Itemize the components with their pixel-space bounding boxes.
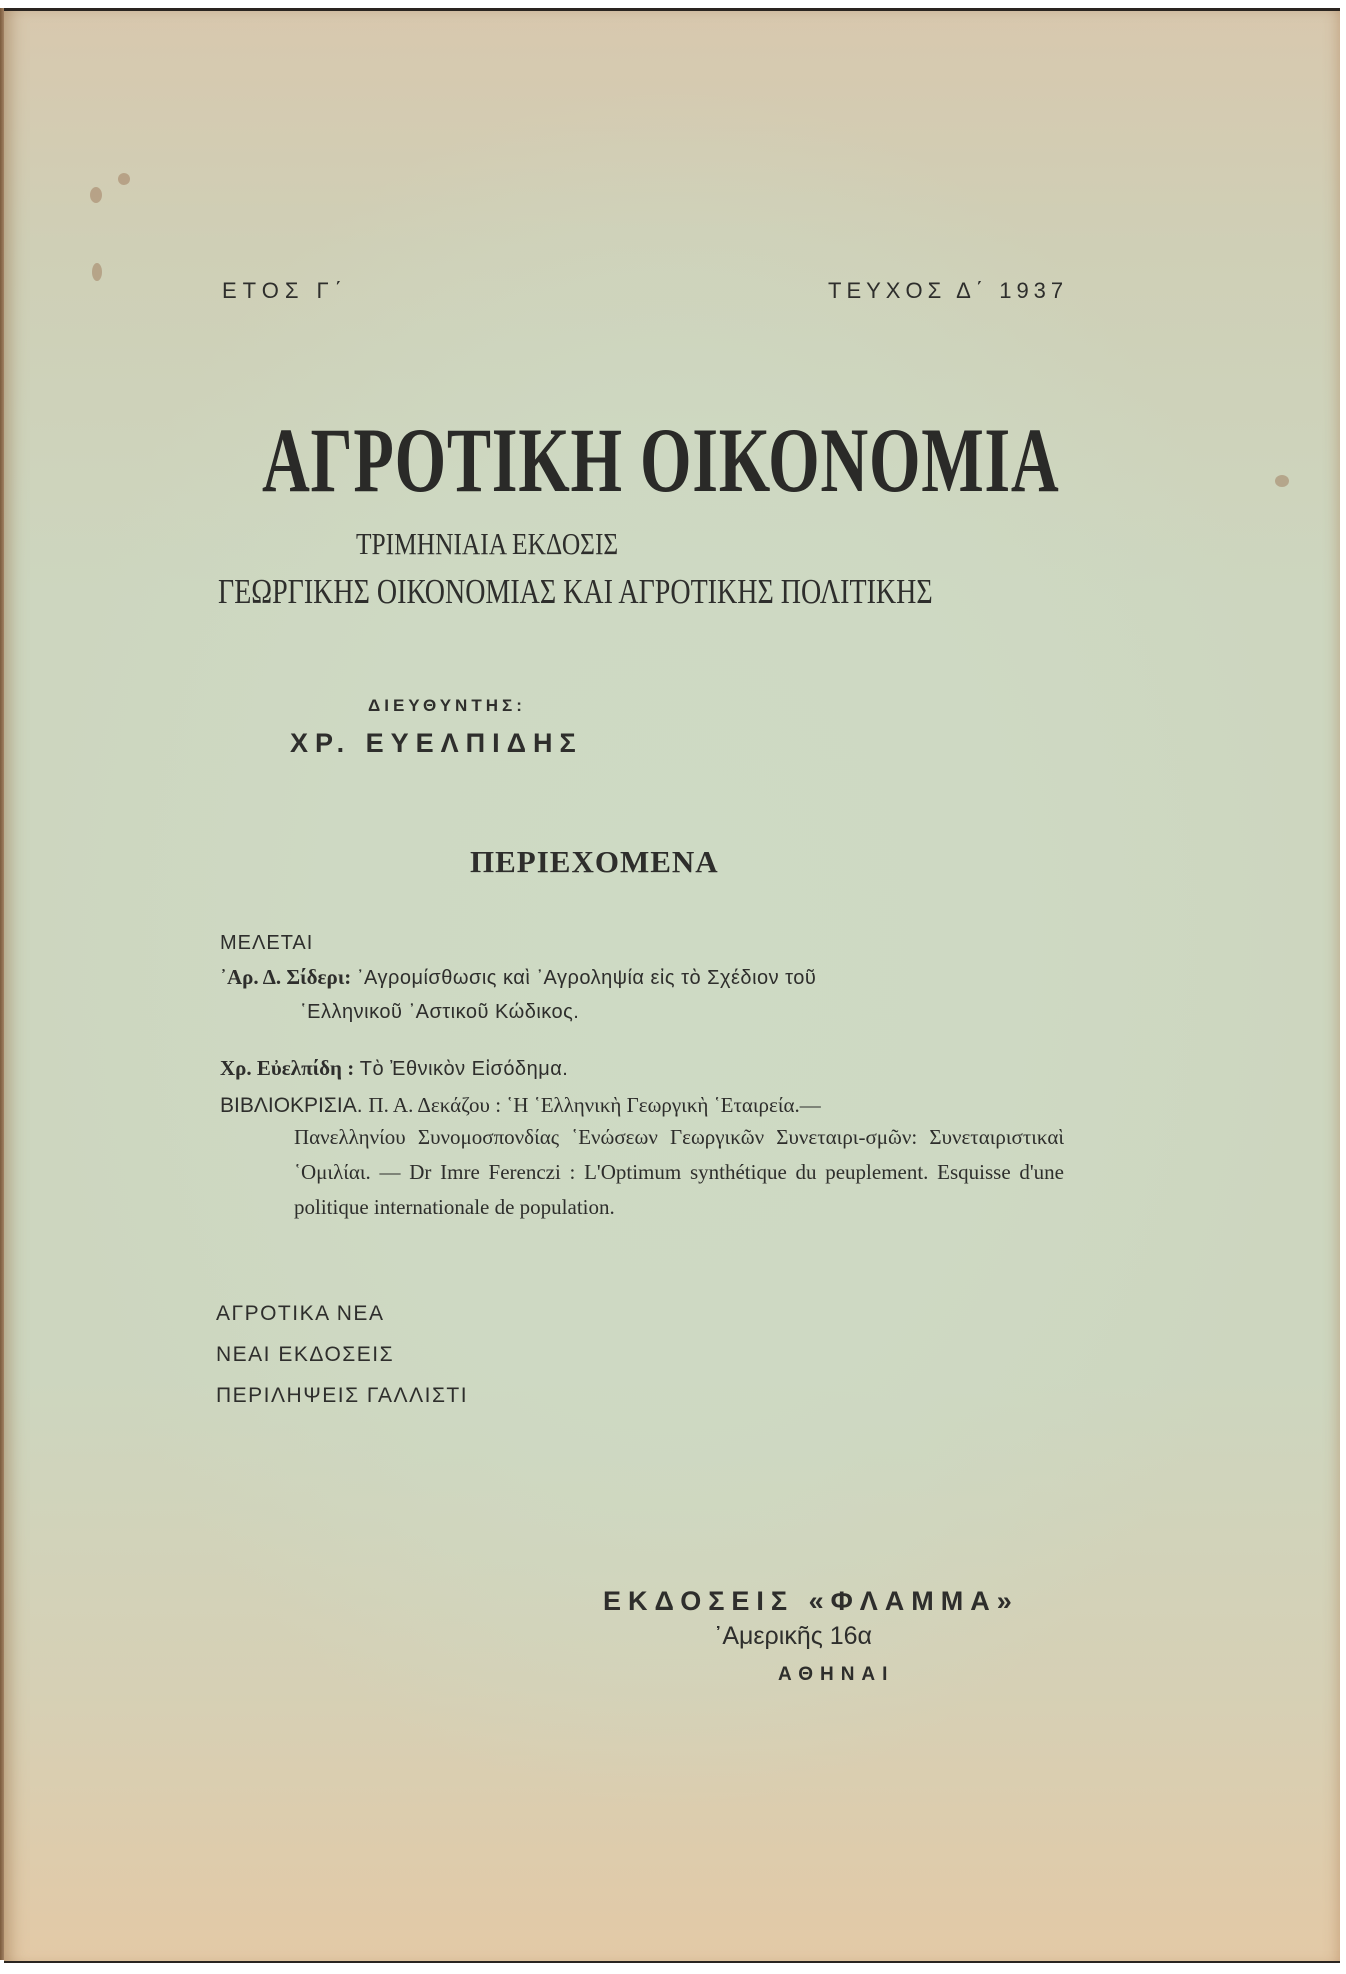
publisher-city: ΑΘΗΝΑΙ (778, 1664, 895, 1685)
journal-frequency-subtitle: ΤΡΙΜΗΝΙΑΙΑ ΕΚΔΟΣΙΣ (356, 526, 619, 561)
entry-author: Χρ. Εὐελπίδη : (220, 1056, 355, 1080)
book-reviews-lead: Π. Α. Δεκάζου : ῾Η ῾Ελληνικὴ Γεωργικὴ ῾Εταιρεία.— (368, 1093, 821, 1117)
foxing-spot (92, 263, 102, 281)
director-label: ΔΙΕΥΘΥΝΤΗΣ: (368, 696, 526, 715)
section-french-summaries: ΠΕΡΙΛΗΨΕΙΣ ΓΑΛΛΙΣΤΙ (216, 1384, 469, 1407)
contents-entry (220, 962, 1070, 1027)
volume-year-label: ΕΤΟΣ Γ΄ (222, 278, 348, 303)
issue-label: ΤΕΥΧΟΣ Δ΄ 1937 (828, 278, 1069, 303)
entry-title: ᾿Αγρομίσθωσις καὶ ᾿Αγροληψία εἰς τὸ Σχέδιον τοῦ (356, 967, 817, 989)
book-reviews-label: ΒΙΒΛΙΟΚΡΙΣΙΑ. (220, 1094, 363, 1117)
publisher-address: ᾿Αμερικῆς 16α (714, 1622, 872, 1650)
section-new-publications: ΝΕΑΙ ΕΚΔΟΣΕΙΣ (216, 1343, 395, 1366)
foxing-spot (90, 187, 102, 203)
foxing-spot (118, 173, 130, 185)
journal-title: ΑΓΡΟΤΙΚΗ ΟΙΚΟΝΟΜΙΑ (262, 409, 1060, 511)
foxing-spot (1275, 475, 1289, 487)
book-reviews-continuation: Πανελληνίου Συνομοσπονδίας ῾Ενώσεων Γεωργικῶν Συνεταιρι-σμῶν: Συνεταιριστικαὶ ῾Ομιλίαι. — Dr Imre Ferenczi : L'Optimum synthétique du peuplement. Esquisse d'une politique internationale de population. (294, 1125, 1064, 1219)
director-name: ΧΡ. ΕΥΕΛΠΙΔΗΣ (290, 728, 583, 758)
studies-section-heading: ΜΕΛΕΤΑΙ (220, 932, 314, 954)
publisher-name: ΕΚΔΟΣΕΙΣ «ΦΛΑΜΜΑ» (603, 1586, 1019, 1616)
entry-title-continued: ῾Ελληνικοῦ ᾿Αστικοῦ Κώδικος. (300, 1001, 580, 1023)
entry-author: ᾿Αρ. Δ. Σίδερι: (220, 965, 352, 989)
contents-entry (220, 1053, 1070, 1084)
contents-heading: ΠΕΡΙΕΧΟΜΕΝΑ (470, 844, 719, 879)
journal-scope-subtitle: ΓΕΩΡΓΙΚΗΣ ΟΙΚΟΝΟΜΙΑΣ ΚΑΙ ΑΓΡΟΤΙΚΗΣ ΠΟΛΙΤΙΚΗΣ (218, 572, 933, 611)
book-reviews-entry (220, 1093, 1090, 1225)
section-agricultural-news: ΑΓΡΟΤΙΚΑ ΝΕΑ (216, 1302, 385, 1325)
entry-title: Τὸ Ἐθνικὸν Εἰσόδημα. (359, 1058, 569, 1080)
